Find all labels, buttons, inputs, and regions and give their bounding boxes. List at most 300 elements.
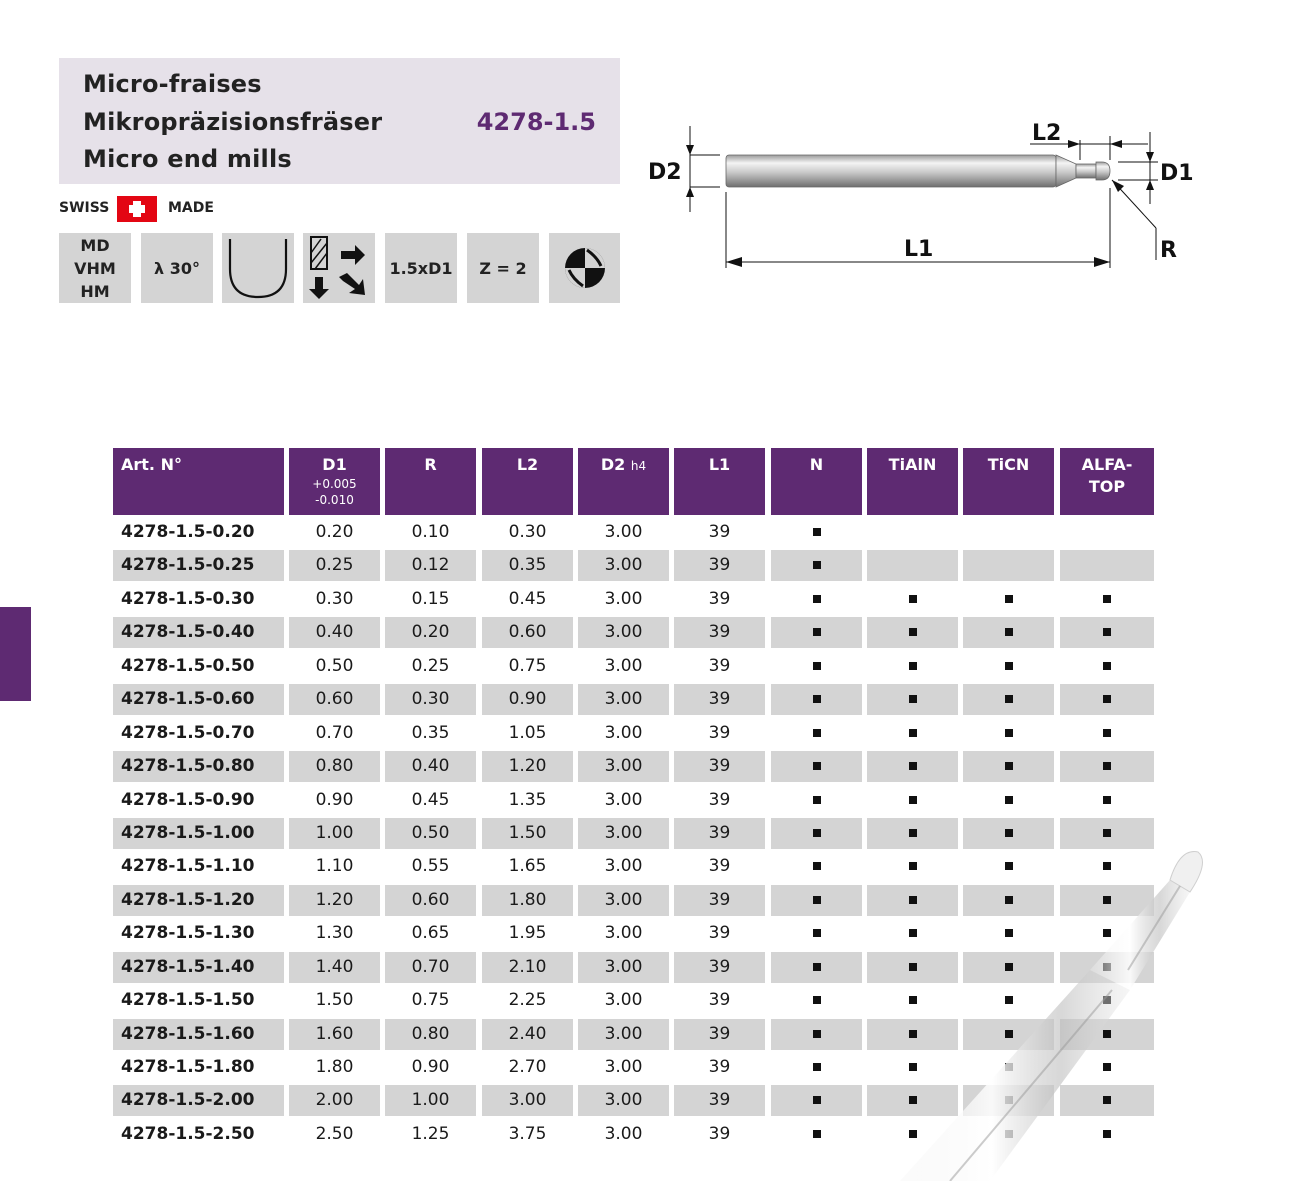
- availability-square-icon: [909, 996, 917, 1004]
- cell-r: 1.25: [411, 1123, 450, 1144]
- availability-square-icon: [813, 796, 821, 804]
- cell-alfatop: [1060, 885, 1154, 916]
- cell-d1: 0.20: [315, 522, 354, 542]
- header-ticn: TiCN: [963, 448, 1054, 515]
- cell-d2: 3.00: [604, 588, 643, 609]
- cell-alfatop: [1060, 952, 1154, 983]
- cell-ticn: [963, 818, 1054, 849]
- header-n: N: [771, 448, 862, 515]
- cell-ticn: [963, 617, 1054, 648]
- cell-art: 4278-1.5-1.60: [113, 1019, 284, 1050]
- cell-ticn: [963, 718, 1054, 749]
- cell-d2: 3.00: [604, 1057, 643, 1077]
- cell-l2: 0.75: [508, 655, 547, 676]
- cell-n: [771, 952, 862, 983]
- label-l2: L2: [1032, 121, 1062, 146]
- cell-l1: 39: [674, 885, 765, 916]
- availability-square-icon: [1103, 1063, 1111, 1071]
- availability-square-icon: [813, 963, 821, 971]
- cell-d2: 3.00: [578, 617, 669, 648]
- availability-square-icon: [1103, 1096, 1111, 1104]
- availability-square-icon: [1005, 996, 1013, 1004]
- cell-ticn: [963, 751, 1054, 782]
- cell-d1: 0.90: [315, 789, 354, 810]
- cell-n: [771, 718, 862, 749]
- cell-d2: 3.00: [604, 655, 643, 676]
- header-d1-tol-plus: +0.005: [312, 477, 357, 491]
- cell-alfatop: [1060, 818, 1154, 849]
- cell-tialn: [867, 651, 958, 682]
- header-d1-label: D1: [322, 455, 347, 474]
- cell-alfatop: [1060, 584, 1154, 615]
- cell-l2: 1.35: [508, 789, 547, 810]
- cell-r: 1.00: [385, 1085, 476, 1116]
- length-ratio: 1.5xD1: [389, 258, 453, 278]
- cell-d1: 1.50: [315, 990, 354, 1011]
- cell-tialn: [867, 751, 958, 782]
- cell-alfatop: [1060, 517, 1154, 548]
- label-d1: D1: [1160, 161, 1194, 186]
- cell-n: [771, 985, 862, 1016]
- cell-art: 4278-1.5-0.30: [121, 588, 255, 609]
- availability-square-icon: [813, 996, 821, 1004]
- cell-d2: 3.00: [578, 885, 669, 916]
- cell-d1: 1.20: [289, 885, 380, 916]
- cell-tialn: [867, 818, 958, 849]
- cell-l1: 39: [674, 751, 765, 782]
- availability-square-icon: [1005, 729, 1013, 737]
- header-alfatop: [1060, 448, 1154, 515]
- availability-square-icon: [1005, 896, 1013, 904]
- title-de: Mikropräzisionsfräser: [83, 108, 383, 136]
- cell-r: 0.90: [411, 1057, 450, 1077]
- cell-l1: 39: [674, 684, 765, 715]
- cell-l1: 39: [674, 952, 765, 983]
- cell-alfatop: [1060, 684, 1154, 715]
- header-alfatop-2: TOP: [1088, 477, 1126, 496]
- availability-square-icon: [1005, 762, 1013, 770]
- availability-square-icon: [909, 1030, 917, 1038]
- availability-square-icon: [813, 528, 821, 536]
- cell-tialn: [867, 918, 958, 949]
- availability-square-icon: [813, 829, 821, 837]
- cell-n: [771, 617, 862, 648]
- availability-square-icon: [813, 595, 821, 603]
- title-box: [59, 58, 620, 184]
- cell-n: [771, 651, 862, 682]
- cell-art: 4278-1.5-0.50: [121, 655, 255, 676]
- availability-square-icon: [909, 963, 917, 971]
- cell-d1: 0.70: [315, 722, 354, 743]
- availability-square-icon: [1103, 662, 1111, 670]
- cell-n: [771, 1052, 862, 1083]
- availability-square-icon: [909, 1096, 917, 1104]
- cell-d2: 3.00: [578, 952, 669, 983]
- cell-l1: 39: [708, 923, 731, 944]
- availability-square-icon: [1005, 929, 1013, 937]
- header-d2-tol: h4: [630, 459, 647, 473]
- cell-art: 4278-1.5-1.30: [121, 923, 255, 944]
- cell-alfatop: [1060, 651, 1154, 682]
- availability-square-icon: [813, 729, 821, 737]
- availability-square-icon: [1005, 1030, 1013, 1038]
- cell-alfatop: [1060, 918, 1154, 949]
- cell-ticn: [963, 1085, 1054, 1116]
- cell-art: 4278-1.5-0.70: [121, 722, 255, 743]
- cell-n: [771, 785, 862, 816]
- cell-tialn: [867, 985, 958, 1016]
- availability-square-icon: [1005, 662, 1013, 670]
- cell-r: 0.65: [411, 923, 450, 944]
- cell-l2: 2.70: [508, 1057, 547, 1077]
- label-d2: D2: [648, 160, 682, 185]
- availability-square-icon: [813, 929, 821, 937]
- cell-tialn: [867, 718, 958, 749]
- header-art: Art. N°: [113, 448, 284, 515]
- cell-l1: 39: [708, 1057, 731, 1077]
- availability-square-icon: [909, 695, 917, 703]
- cell-tialn: [867, 550, 958, 581]
- availability-square-icon: [909, 896, 917, 904]
- cell-tialn: [867, 952, 958, 983]
- cell-l1: 39: [708, 990, 731, 1011]
- availability-square-icon: [1103, 862, 1111, 870]
- cell-r: 0.75: [411, 990, 450, 1011]
- cell-tialn: [867, 517, 958, 548]
- cell-l2: 0.45: [508, 588, 547, 609]
- cell-d1: 2.00: [289, 1085, 380, 1116]
- title-fr: Micro-fraises: [83, 70, 262, 98]
- swiss-flag-icon: [117, 196, 157, 222]
- cell-d2: 3.00: [604, 923, 643, 944]
- cell-r: 0.12: [385, 550, 476, 581]
- cell-art: 4278-1.5-1.00: [113, 818, 284, 849]
- availability-square-icon: [909, 929, 917, 937]
- header-d1-tol-minus: -0.010: [315, 493, 354, 507]
- cell-r: 0.20: [385, 617, 476, 648]
- technical-drawing: [640, 100, 1200, 280]
- cell-n: [771, 818, 862, 849]
- cell-l2: 1.65: [508, 856, 547, 877]
- cell-l1: 39: [708, 722, 731, 743]
- cell-tialn: [867, 1085, 958, 1116]
- cell-l2: 3.75: [508, 1123, 547, 1144]
- availability-square-icon: [1103, 929, 1111, 937]
- cell-alfatop: [1060, 617, 1154, 648]
- cell-ticn: [963, 985, 1054, 1016]
- cell-ticn: [963, 785, 1054, 816]
- cell-l2: 2.40: [482, 1019, 573, 1050]
- cell-l2: 1.05: [508, 722, 547, 743]
- cell-ticn: [963, 851, 1054, 882]
- availability-square-icon: [1005, 862, 1013, 870]
- cell-d1: 1.60: [289, 1019, 380, 1050]
- cell-art: 4278-1.5-0.90: [121, 789, 255, 810]
- cell-ticn: [963, 885, 1054, 916]
- availability-square-icon: [1103, 796, 1111, 804]
- cell-d2: 3.00: [604, 722, 643, 743]
- cell-l2: 2.10: [482, 952, 573, 983]
- cell-d1: 1.10: [315, 856, 354, 877]
- cell-art: 4278-1.5-0.80: [113, 751, 284, 782]
- cell-tialn: [867, 851, 958, 882]
- cell-l1: 39: [674, 550, 765, 581]
- cell-ticn: [963, 684, 1054, 715]
- helix-angle: λ 30°: [154, 258, 200, 278]
- availability-square-icon: [1103, 628, 1111, 636]
- made-label: MADE: [168, 200, 214, 216]
- availability-square-icon: [813, 896, 821, 904]
- tool-tip-icon: [549, 233, 620, 303]
- cell-alfatop: [1060, 851, 1154, 882]
- header-tialn: TiAlN: [867, 448, 958, 515]
- cell-r: 0.30: [385, 684, 476, 715]
- header-r: R: [385, 448, 476, 515]
- availability-square-icon: [1005, 1063, 1013, 1071]
- cell-n: [771, 751, 862, 782]
- cell-n: [771, 851, 862, 882]
- availability-square-icon: [909, 762, 917, 770]
- cell-l2: 0.35: [482, 550, 573, 581]
- cell-l1: 39: [708, 588, 731, 609]
- availability-square-icon: [909, 595, 917, 603]
- cell-alfatop: [1060, 1085, 1154, 1116]
- availability-square-icon: [909, 662, 917, 670]
- cell-n: [771, 1085, 862, 1116]
- cell-art: 4278-1.5-1.80: [121, 1057, 255, 1077]
- cell-tialn: [867, 785, 958, 816]
- cell-n: [771, 1119, 862, 1150]
- cell-art: 4278-1.5-0.60: [113, 684, 284, 715]
- cell-r: 0.25: [411, 655, 450, 676]
- ball-nose-profile-icon: [222, 233, 294, 303]
- availability-square-icon: [813, 1063, 821, 1071]
- availability-square-icon: [1005, 628, 1013, 636]
- cell-d1: 1.80: [315, 1057, 354, 1077]
- availability-square-icon: [813, 662, 821, 670]
- cell-tialn: [867, 617, 958, 648]
- availability-square-icon: [1005, 1096, 1013, 1104]
- cell-art: 4278-1.5-0.25: [113, 550, 284, 581]
- cell-d2: 3.00: [604, 522, 643, 542]
- cell-art: 4278-1.5-0.40: [113, 617, 284, 648]
- cell-d1: 0.25: [289, 550, 380, 581]
- section-marker: [0, 607, 31, 701]
- availability-square-icon: [909, 628, 917, 636]
- cell-art: 4278-1.5-1.50: [121, 990, 255, 1011]
- cell-d1: 0.40: [289, 617, 380, 648]
- cell-d1: 1.00: [289, 818, 380, 849]
- header-d2: [578, 448, 669, 515]
- cell-l2: 1.20: [482, 751, 573, 782]
- cell-d1: 1.30: [315, 923, 354, 944]
- cell-tialn: [867, 1052, 958, 1083]
- swiss-label: SWISS: [59, 200, 110, 216]
- cell-r: 0.55: [411, 856, 450, 877]
- availability-square-icon: [1005, 695, 1013, 703]
- availability-square-icon: [813, 561, 821, 569]
- cell-l1: 39: [708, 655, 731, 676]
- availability-square-icon: [1103, 695, 1111, 703]
- cell-r: 0.15: [411, 588, 450, 609]
- cell-ticn: [963, 1019, 1054, 1050]
- availability-square-icon: [909, 796, 917, 804]
- cell-alfatop: [1060, 1019, 1154, 1050]
- length-ratio-box: [385, 233, 457, 303]
- cell-l1: 39: [674, 818, 765, 849]
- cell-l1: 39: [708, 789, 731, 810]
- cell-art: 4278-1.5-1.10: [121, 856, 255, 877]
- cell-ticn: [963, 952, 1054, 983]
- cell-ticn: [963, 517, 1054, 548]
- cell-ticn: [963, 550, 1054, 581]
- label-r: R: [1160, 238, 1177, 263]
- cell-art: 4278-1.5-1.40: [113, 952, 284, 983]
- header-l2: L2: [482, 448, 573, 515]
- cell-d2: 3.00: [604, 1123, 643, 1144]
- cell-n: [771, 584, 862, 615]
- material-md: MD: [80, 235, 110, 255]
- cell-alfatop: [1060, 1119, 1154, 1150]
- cell-l2: 1.50: [482, 818, 573, 849]
- cell-n: [771, 684, 862, 715]
- availability-square-icon: [1103, 963, 1111, 971]
- cell-tialn: [867, 684, 958, 715]
- cell-d1: 1.40: [289, 952, 380, 983]
- material-box: [59, 233, 131, 303]
- cell-l2: 0.90: [482, 684, 573, 715]
- cell-l1: 39: [708, 856, 731, 877]
- cell-ticn: [963, 1119, 1054, 1150]
- cell-l1: 39: [708, 1123, 731, 1144]
- cell-d2: 3.00: [604, 789, 643, 810]
- cell-tialn: [867, 885, 958, 916]
- label-l1: L1: [904, 237, 934, 262]
- cell-d2: 3.00: [578, 751, 669, 782]
- availability-square-icon: [813, 628, 821, 636]
- availability-square-icon: [813, 1096, 821, 1104]
- header-d1: [289, 448, 380, 515]
- flutes-box: [467, 233, 539, 303]
- cell-alfatop: [1060, 751, 1154, 782]
- cell-l2: 0.30: [508, 522, 547, 542]
- material-hm: HM: [80, 281, 110, 301]
- cell-l2: 3.00: [482, 1085, 573, 1116]
- cell-tialn: [867, 1119, 958, 1150]
- availability-square-icon: [1103, 1130, 1111, 1138]
- availability-square-icon: [1005, 595, 1013, 603]
- cell-tialn: [867, 1019, 958, 1050]
- cell-n: [771, 550, 862, 581]
- cell-l1: 39: [674, 617, 765, 648]
- cell-alfatop: [1060, 550, 1154, 581]
- cell-r: 0.35: [411, 722, 450, 743]
- flutes-count: Z = 2: [479, 258, 527, 278]
- cell-d1: 0.80: [289, 751, 380, 782]
- cell-n: [771, 517, 862, 548]
- cell-alfatop: [1060, 985, 1154, 1016]
- cell-d1: 2.50: [315, 1123, 354, 1144]
- cell-l2: 2.25: [508, 990, 547, 1011]
- availability-square-icon: [1103, 762, 1111, 770]
- availability-square-icon: [1103, 829, 1111, 837]
- cell-ticn: [963, 1052, 1054, 1083]
- cell-r: 0.40: [385, 751, 476, 782]
- cell-d2: 3.00: [604, 990, 643, 1011]
- availability-square-icon: [1103, 996, 1111, 1004]
- cell-d2: 3.00: [578, 550, 669, 581]
- cell-l1: 39: [674, 1019, 765, 1050]
- cell-n: [771, 918, 862, 949]
- cell-d2: 3.00: [578, 818, 669, 849]
- cell-d1: 0.50: [315, 655, 354, 676]
- cell-l2: 0.60: [482, 617, 573, 648]
- cell-ticn: [963, 918, 1054, 949]
- cell-r: 0.50: [385, 818, 476, 849]
- material-vhm: VHM: [74, 258, 116, 278]
- cell-art: 4278-1.5-0.20: [121, 522, 255, 542]
- feed-directions-icon: [303, 233, 375, 303]
- cell-d1: 0.30: [315, 588, 354, 609]
- cell-tialn: [867, 584, 958, 615]
- cell-n: [771, 885, 862, 916]
- cell-ticn: [963, 651, 1054, 682]
- cell-r: 0.70: [385, 952, 476, 983]
- availability-square-icon: [909, 1063, 917, 1071]
- cell-d2: 3.00: [578, 1019, 669, 1050]
- cell-l1: 39: [708, 522, 731, 542]
- availability-square-icon: [813, 762, 821, 770]
- cell-alfatop: [1060, 785, 1154, 816]
- title-en: Micro end mills: [83, 145, 292, 173]
- cell-art: 4278-1.5-2.00: [113, 1085, 284, 1116]
- availability-square-icon: [909, 829, 917, 837]
- cell-ticn: [963, 584, 1054, 615]
- product-code: 4278-1.5: [476, 108, 596, 136]
- cell-alfatop: [1060, 718, 1154, 749]
- cell-r: 0.60: [385, 885, 476, 916]
- availability-square-icon: [813, 695, 821, 703]
- header-d2-label: D2: [600, 455, 626, 474]
- cell-d2: 3.00: [578, 684, 669, 715]
- cell-l2: 1.80: [482, 885, 573, 916]
- cell-r: 0.10: [411, 522, 450, 542]
- availability-square-icon: [1005, 1130, 1013, 1138]
- cell-n: [771, 1019, 862, 1050]
- availability-square-icon: [1005, 963, 1013, 971]
- cell-art: 4278-1.5-1.20: [113, 885, 284, 916]
- cell-d2: 3.00: [578, 1085, 669, 1116]
- availability-square-icon: [909, 729, 917, 737]
- cell-l2: 1.95: [508, 923, 547, 944]
- cell-l1: 39: [674, 1085, 765, 1116]
- availability-square-icon: [1005, 829, 1013, 837]
- availability-square-icon: [1005, 796, 1013, 804]
- availability-square-icon: [909, 1130, 917, 1138]
- availability-square-icon: [813, 862, 821, 870]
- cell-d2: 3.00: [604, 856, 643, 877]
- cell-art: 4278-1.5-2.50: [121, 1123, 255, 1144]
- header-alfatop-1: ALFA-: [1081, 455, 1133, 474]
- header-l1: L1: [674, 448, 765, 515]
- availability-square-icon: [1103, 729, 1111, 737]
- cell-r: 0.80: [385, 1019, 476, 1050]
- cell-alfatop: [1060, 1052, 1154, 1083]
- cell-r: 0.45: [411, 789, 450, 810]
- availability-square-icon: [813, 1030, 821, 1038]
- helix-angle-box: [141, 233, 213, 303]
- availability-square-icon: [909, 862, 917, 870]
